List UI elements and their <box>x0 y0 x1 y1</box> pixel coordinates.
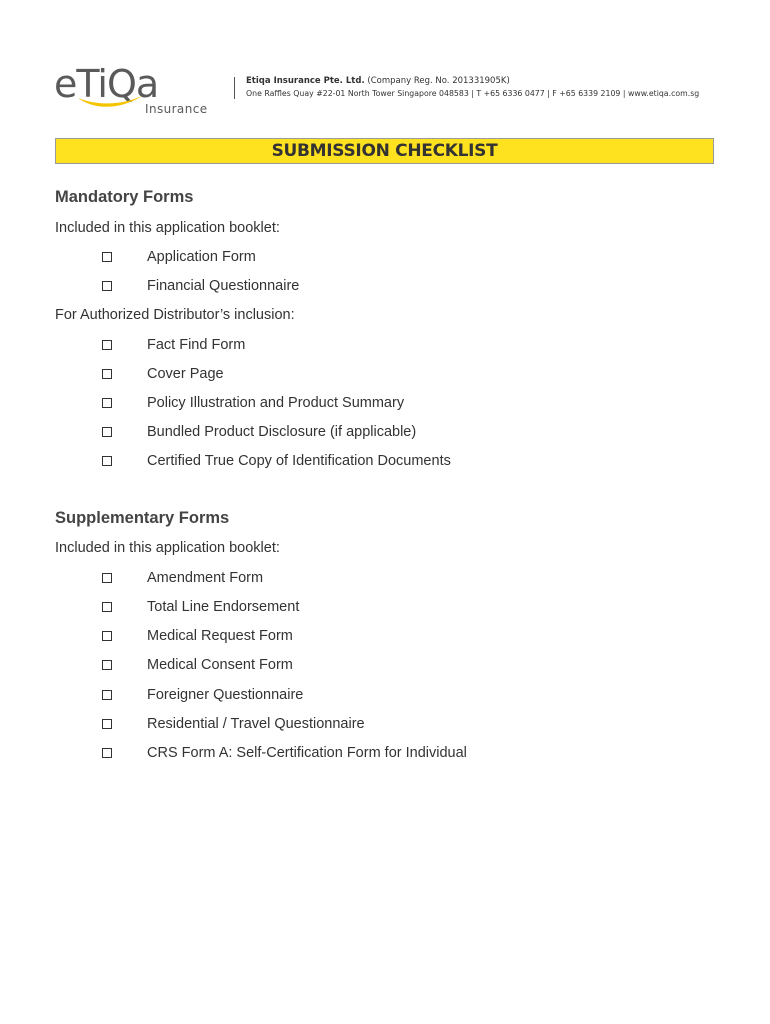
checklist-item-fact-find-form[interactable] <box>102 335 245 355</box>
checklist-item-label: Medical Request Form <box>147 628 293 644</box>
checkbox[interactable] <box>102 252 112 262</box>
checkbox[interactable] <box>102 748 112 758</box>
checklist-item-foreigner-questionnaire[interactable] <box>102 685 303 705</box>
checkbox[interactable] <box>102 719 112 729</box>
checklist-item-label: Foreigner Questionnaire <box>147 687 304 703</box>
checklist-item-medical-request-form[interactable] <box>102 626 293 646</box>
checkbox[interactable] <box>102 660 112 670</box>
etiqa-logo <box>54 62 206 120</box>
checkbox[interactable] <box>102 427 112 437</box>
checklist-item-cover-page[interactable] <box>102 364 224 384</box>
checklist-item-label: Residential / Travel Questionnaire <box>147 716 365 732</box>
checklist-item-label: Certified True Copy of Identification Documents <box>147 453 451 469</box>
checkbox[interactable] <box>102 281 112 291</box>
page-title: SUBMISSION CHECKLIST <box>271 141 498 161</box>
logo-swoosh-icon <box>76 92 146 112</box>
title-banner <box>55 138 714 164</box>
checkbox[interactable] <box>102 398 112 408</box>
checkbox[interactable] <box>102 690 112 700</box>
mandatory-forms-heading: Mandatory Forms <box>55 188 194 206</box>
checklist-item-label: Application Form <box>147 249 256 265</box>
checkbox[interactable] <box>102 602 112 612</box>
checkbox[interactable] <box>102 369 112 379</box>
supplementary-included-label: Included in this application booklet: <box>55 540 280 556</box>
checklist-item-total-line-endorsement[interactable] <box>102 597 299 617</box>
checklist-item-label: Financial Questionnaire <box>147 278 300 294</box>
company-line1 <box>246 76 699 87</box>
company-contact: One Raffles Quay #22-01 North Tower Singapore 048583 | T +65 6336 0477 | F +65 6339 2109 | www.etiqa.com.sg <box>246 89 700 98</box>
checkbox[interactable] <box>102 456 112 466</box>
checklist-item-medical-consent-form[interactable] <box>102 655 293 675</box>
logo-subtitle: Insurance <box>145 102 208 116</box>
checklist-item-label: Medical Consent Form <box>147 657 293 673</box>
checklist-item-bundled-product-disclosure[interactable] <box>102 422 416 442</box>
checklist-item-residential-travel-questionnaire[interactable] <box>102 714 365 734</box>
checklist-item-certified-true-copy[interactable] <box>102 451 451 471</box>
checklist-item-label: Policy Illustration and Product Summary <box>147 395 405 411</box>
checklist-item-application-form[interactable] <box>102 247 256 267</box>
checklist-item-label: Cover Page <box>147 366 224 382</box>
mandatory-included-label: Included in this application booklet: <box>55 220 280 236</box>
checklist-item-financial-questionnaire[interactable] <box>102 276 299 296</box>
checklist-item-label: CRS Form A: Self-Certification Form for Individual <box>147 745 467 761</box>
checklist-item-crs-form-a[interactable] <box>102 743 467 763</box>
checklist-item-label: Fact Find Form <box>147 337 246 353</box>
logo-wordmark: eTiQa <box>54 62 159 106</box>
checkbox[interactable] <box>102 340 112 350</box>
mandatory-distributor-label: For Authorized Distributor’s inclusion: <box>55 307 295 323</box>
company-reg: (Company Reg. No. 201331905K) <box>367 76 510 86</box>
checklist-item-amendment-form[interactable] <box>102 568 263 588</box>
company-name: Etiqa Insurance Pte. Ltd. <box>246 76 365 86</box>
company-info <box>234 77 699 99</box>
checklist-item-label: Total Line Endorsement <box>147 599 300 615</box>
checklist-item-policy-illustration[interactable] <box>102 393 404 413</box>
supplementary-forms-heading: Supplementary Forms <box>55 509 230 527</box>
checkbox[interactable] <box>102 573 112 583</box>
checklist-item-label: Amendment Form <box>147 570 264 586</box>
checklist-item-label: Bundled Product Disclosure (if applicable) <box>147 424 417 440</box>
checkbox[interactable] <box>102 631 112 641</box>
